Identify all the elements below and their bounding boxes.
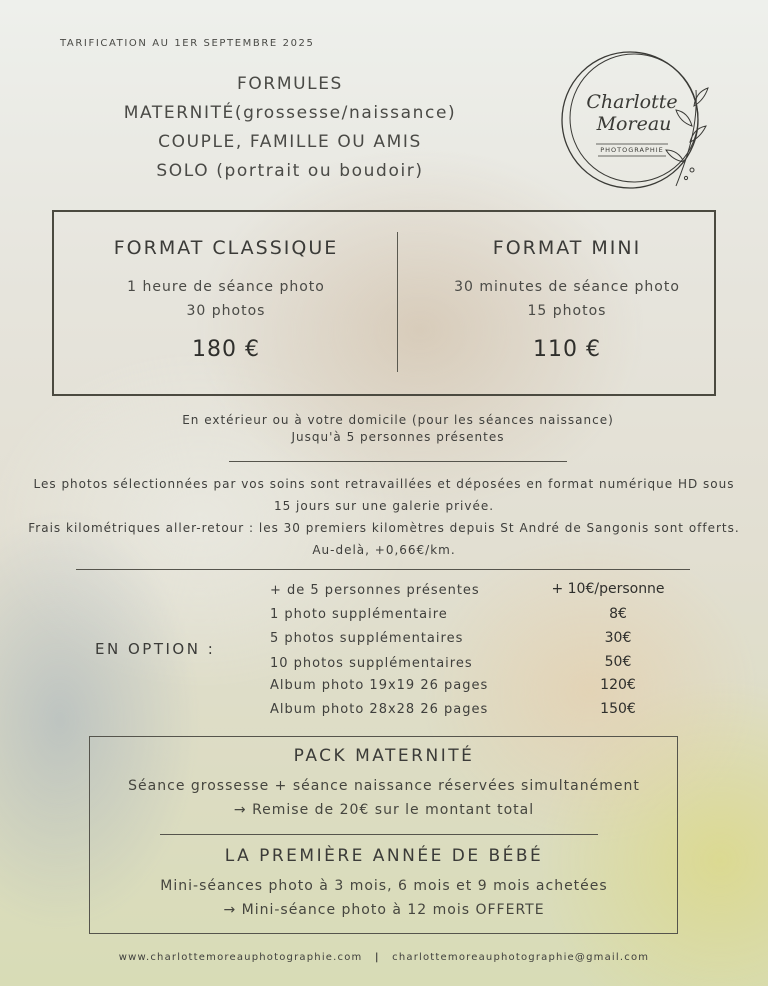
format-mini-title: FORMAT MINI (492, 237, 642, 259)
option-item: Album photo 28x28 26 pages (270, 702, 489, 717)
pack-bebe-line1: Mini-séances photo à 3 mois, 6 mois et 9 mois achetées (160, 878, 608, 894)
formule-couple-famille: COUPLE, FAMILLE OU AMIS (158, 132, 422, 152)
delivery-line2: 15 jours sur une galerie privée. (273, 499, 495, 513)
option-item: 1 photo supplémentaire (270, 607, 448, 622)
pack-maternite-title: PACK MATERNITÉ (293, 746, 475, 766)
formule-maternite: MATERNITÉ(grossesse/naissance) (123, 103, 457, 123)
brand-logo (558, 46, 720, 194)
pack-bebe (89, 846, 679, 918)
logo-name-line2: Moreau (596, 113, 672, 135)
logo-rings-icon (558, 46, 720, 194)
delivery-info (0, 473, 768, 561)
option-item: 5 photos supplémentaires (270, 631, 464, 646)
format-mini-duration: 30 minutes de séance photo (454, 279, 680, 295)
divider-1 (229, 461, 567, 462)
option-item: 10 photos supplémentaires (270, 656, 473, 671)
pack-maternite (89, 746, 679, 818)
logo-tagline: PHOTOGRAPHIE (600, 146, 664, 154)
option-price: + 10€/personne (551, 581, 665, 597)
format-classique (56, 237, 396, 362)
divider-2 (76, 569, 690, 570)
location-line2: Jusqu'à 5 personnes présentes (291, 430, 505, 444)
delivery-line3: Frais kilométriques aller-retour : les 30 premiers kilomètres depuis St André de Sangonis sont offerts. (28, 521, 740, 535)
format-mini-photos: 15 photos (527, 303, 607, 319)
format-classique-photos: 30 photos (186, 303, 266, 319)
footer (0, 952, 768, 963)
format-mini (399, 237, 735, 362)
delivery-line4: Au-delà, +0,66€/km. (312, 543, 456, 557)
option-item: + de 5 personnes présentes (270, 583, 480, 598)
formules-title: FORMULES (237, 74, 343, 94)
footer-email[interactable]: charlottemoreauphotographie@gmail.com (392, 952, 650, 963)
logo-name-line1: Charlotte (586, 91, 678, 113)
pack-maternite-line2: → Remise de 20€ sur le montant total (233, 802, 535, 818)
options-label: EN OPTION : (95, 640, 216, 658)
pack-maternite-line1: Séance grossesse + séance naissance réservées simultanément (128, 778, 640, 794)
pricing-date: TARIFICATION AU 1ER SEPTEMBRE 2025 (60, 38, 315, 49)
option-price: 8€ (609, 606, 627, 622)
pack-bebe-line2: → Mini-séance photo à 12 mois OFFERTE (223, 902, 545, 918)
divider-3 (160, 834, 598, 835)
option-price: 120€ (600, 677, 636, 693)
footer-website[interactable]: www.charlottemoreauphotographie.com (118, 952, 363, 963)
format-mini-price: 110 € (533, 337, 601, 362)
formules-list (100, 70, 480, 186)
delivery-line1: Les photos sélectionnées par vos soins sont retravaillées et déposées en format numérique HD sous (33, 477, 735, 491)
option-price: 50€ (604, 654, 632, 670)
location-info (0, 412, 768, 446)
format-classique-title: FORMAT CLASSIQUE (113, 237, 339, 259)
pack-bebe-title: LA PREMIÈRE ANNÉE DE BÉBÉ (224, 846, 544, 866)
formule-solo: SOLO (portrait ou boudoir) (156, 161, 424, 181)
format-classique-duration: 1 heure de séance photo (127, 279, 325, 295)
format-classique-price: 180 € (192, 337, 260, 362)
option-item: Album photo 19x19 26 pages (270, 678, 489, 693)
formats-divider (397, 232, 398, 372)
option-price: 30€ (604, 630, 632, 646)
option-price: 150€ (600, 701, 636, 717)
footer-separator: | (374, 952, 380, 963)
location-line1: En extérieur ou à votre domicile (pour les séances naissance) (182, 413, 614, 427)
